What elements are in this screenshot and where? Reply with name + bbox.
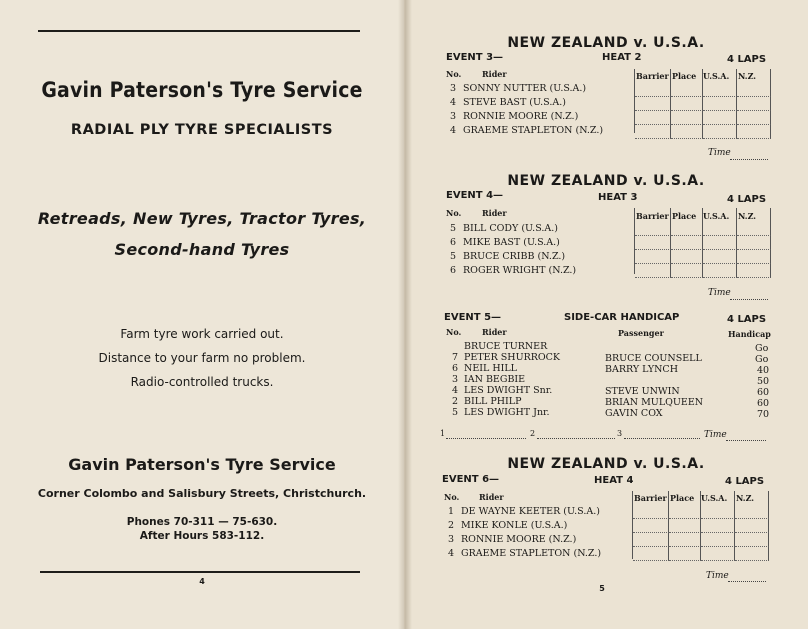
place-3-line	[624, 438, 700, 439]
time-line	[730, 159, 768, 160]
col-no: No.	[446, 208, 462, 218]
column-separator	[768, 491, 769, 505]
rider-name: STEVE BAST (U.S.A.)	[463, 97, 566, 108]
result-cell	[633, 533, 669, 547]
column-separator	[702, 208, 703, 222]
time-line	[728, 581, 766, 582]
col-place: Place	[672, 211, 697, 221]
col-barrier: Barrier	[636, 211, 669, 221]
laps-label: 4 LAPS	[727, 194, 767, 205]
page-number-right: 5	[599, 584, 605, 593]
result-cell	[635, 250, 671, 264]
result-grid	[632, 491, 633, 559]
result-cell	[701, 519, 735, 533]
rider-number: 5	[449, 251, 456, 262]
rider-name: IAN BEGBIE	[464, 374, 526, 385]
rider-name: BRUCE CRIBB (N.Z.)	[463, 251, 566, 262]
handicap-value: Go	[755, 354, 769, 365]
result-cell	[635, 222, 671, 236]
laps-label: 4 LAPS	[725, 476, 765, 487]
column-separator	[700, 491, 701, 505]
rider-name: DE WAYNE KEETER (U.S.A.)	[461, 506, 600, 517]
handicap-value: 60	[757, 398, 770, 409]
result-cell	[633, 519, 669, 533]
passenger-name: STEVE UNWIN	[605, 386, 680, 397]
rider-number: 7	[451, 352, 458, 363]
result-cell	[669, 505, 701, 519]
result-cell	[703, 111, 737, 125]
result-cell	[701, 505, 735, 519]
rider-number: 1	[447, 506, 454, 517]
heat-label: HEAT 2	[602, 52, 642, 63]
col-usa: U.S.A.	[701, 493, 728, 503]
column-separator	[668, 491, 669, 505]
column-separator	[736, 208, 737, 222]
ad-footer-name: Gavin Paterson's Tyre Service	[68, 455, 336, 474]
column-separator	[736, 69, 737, 83]
rider-number: 6	[451, 363, 458, 374]
rider-number: 6	[449, 237, 456, 248]
result-cell	[737, 250, 771, 264]
event-number: EVENT 3—	[446, 52, 504, 63]
ad-info-2: Distance to your farm no problem.	[98, 351, 306, 365]
bottom-rule	[40, 571, 360, 573]
handicap-value: 50	[757, 376, 770, 387]
rider-name: GRAEME STAPLETON (N.Z.)	[461, 548, 602, 559]
rider-number: 2	[451, 396, 458, 407]
place-1-label: 1	[440, 429, 446, 438]
time-label: Time	[708, 288, 731, 298]
rider-name: MIKE BAST (U.S.A.)	[463, 237, 560, 248]
rider-number: 5	[451, 407, 458, 418]
column-separator	[670, 69, 671, 83]
column-separator	[770, 208, 771, 222]
result-cell	[735, 519, 769, 533]
result-cell	[703, 264, 737, 278]
rider-number: 3	[451, 374, 458, 385]
result-cell	[633, 547, 669, 561]
col-passenger: Passenger	[618, 328, 664, 338]
result-cell	[737, 125, 771, 139]
result-cell	[669, 533, 701, 547]
handicap-value: 40	[757, 365, 770, 376]
rider-number: 4	[447, 548, 454, 559]
result-cell	[635, 111, 671, 125]
rider-number: 2	[447, 520, 454, 531]
place-2-label: 2	[530, 429, 536, 438]
page-number-left: 4	[199, 577, 205, 586]
col-rider: Rider	[482, 208, 507, 218]
passenger-name: GAVIN COX	[605, 408, 663, 419]
result-cell	[703, 97, 737, 111]
rider-name: ROGER WRIGHT (N.Z.)	[463, 265, 577, 276]
result-cell	[737, 264, 771, 278]
ad-address: Corner Colombo and Salisbury Streets, Christchurch.	[37, 487, 367, 500]
rider-number: 4	[449, 97, 456, 108]
rider-number: 3	[447, 534, 454, 545]
result-grid	[634, 69, 635, 133]
col-nz: N.Z.	[736, 493, 755, 503]
col-place: Place	[672, 71, 697, 81]
result-cell	[671, 222, 703, 236]
event-number: EVENT 5—	[444, 312, 502, 323]
passenger-name: BARRY LYNCH	[605, 364, 678, 375]
result-grid	[634, 208, 635, 274]
time-label: Time	[704, 430, 727, 440]
result-cell	[737, 236, 771, 250]
result-cell	[671, 111, 703, 125]
handicap-value: 60	[757, 387, 770, 398]
time-label: Time	[706, 571, 729, 581]
place-3-label: 3	[617, 429, 623, 438]
column-separator	[770, 69, 771, 83]
time-line	[726, 440, 766, 441]
event-title: NEW ZEALAND v. U.S.A.	[507, 456, 705, 472]
rider-name: LES DWIGHT Jnr.	[464, 407, 550, 418]
ad-phones: Phones 70-311 — 75-630.	[126, 516, 278, 528]
result-cell	[635, 83, 671, 97]
event-number: EVENT 6—	[442, 474, 500, 485]
col-nz: N.Z.	[738, 211, 757, 221]
event-title: NEW ZEALAND v. U.S.A.	[507, 173, 705, 189]
rider-number: 4	[451, 385, 458, 396]
result-cell	[703, 250, 737, 264]
result-cell	[737, 83, 771, 97]
result-cell	[669, 519, 701, 533]
col-rider: Rider	[482, 327, 507, 337]
event-number: EVENT 4—	[446, 190, 504, 201]
rider-name: MIKE KONLE (U.S.A.)	[461, 520, 568, 531]
result-cell	[635, 97, 671, 111]
rider-name: BRUCE TURNER	[464, 341, 548, 352]
result-cell	[735, 547, 769, 561]
time-label: Time	[708, 148, 731, 158]
rider-number: 6	[449, 265, 456, 276]
col-no: No.	[446, 327, 462, 337]
result-cell	[669, 547, 701, 561]
ad-info-3: Radio-controlled trucks.	[130, 375, 274, 389]
column-separator	[670, 208, 671, 222]
col-rider: Rider	[479, 492, 504, 502]
result-cell	[635, 264, 671, 278]
rider-name: RONNIE MOORE (N.Z.)	[463, 111, 579, 122]
place-2-line	[537, 438, 615, 439]
laps-label: 4 LAPS	[727, 314, 767, 325]
rider-name: RONNIE MOORE (N.Z.)	[461, 534, 577, 545]
result-cell	[703, 236, 737, 250]
rider-name: NEIL HILL	[464, 363, 517, 374]
result-cell	[737, 222, 771, 236]
handicap-value: Go	[755, 343, 769, 354]
result-cell	[701, 547, 735, 561]
column-separator	[702, 69, 703, 83]
col-usa: U.S.A.	[703, 71, 730, 81]
col-no: No.	[446, 69, 462, 79]
rider-name: SONNY NUTTER (U.S.A.)	[463, 83, 587, 94]
ad-info-1: Farm tyre work carried out.	[120, 327, 284, 341]
event-title: NEW ZEALAND v. U.S.A.	[507, 35, 705, 51]
result-cell	[671, 236, 703, 250]
result-cell	[635, 236, 671, 250]
result-cell	[737, 111, 771, 125]
col-handicap: Handicap	[728, 329, 771, 339]
result-cell	[671, 250, 703, 264]
col-nz: N.Z.	[738, 71, 757, 81]
rider-number: 3	[449, 83, 456, 94]
ad-specialists: RADIAL PLY TYRE SPECIALISTS	[70, 122, 334, 138]
result-cell	[671, 125, 703, 139]
passenger-name: BRUCE COUNSELL	[605, 353, 702, 364]
ad-products-line2: Second-hand Tyres	[114, 240, 290, 259]
col-barrier: Barrier	[634, 493, 667, 503]
heat-label: SIDE-CAR HANDICAP	[564, 312, 680, 323]
rider-name: LES DWIGHT Snr.	[464, 385, 553, 396]
result-cell	[633, 505, 669, 519]
col-rider: Rider	[482, 69, 507, 79]
heat-label: HEAT 4	[594, 475, 634, 486]
right-page-race-card	[404, 0, 808, 629]
col-no: No.	[444, 492, 460, 502]
result-cell	[703, 222, 737, 236]
result-cell	[703, 83, 737, 97]
col-place: Place	[670, 493, 695, 503]
rider-number: 3	[449, 111, 456, 122]
ad-title: Gavin Paterson's Tyre Service	[41, 78, 363, 102]
result-cell	[737, 97, 771, 111]
place-1-line	[446, 438, 526, 439]
result-cell	[735, 533, 769, 547]
rider-number: 4	[449, 125, 456, 136]
heat-label: HEAT 3	[598, 192, 638, 203]
col-barrier: Barrier	[636, 71, 669, 81]
laps-label: 4 LAPS	[727, 54, 767, 65]
rider-number: 5	[449, 223, 456, 234]
passenger-name: BRIAN MULQUEEN	[605, 397, 704, 408]
top-rule	[38, 30, 360, 32]
result-cell	[671, 83, 703, 97]
result-cell	[671, 97, 703, 111]
rider-name: BILL PHILP	[464, 396, 522, 407]
rider-name: GRAEME STAPLETON (N.Z.)	[463, 125, 604, 136]
ad-products-line1: Retreads, New Tyres, Tractor Tyres,	[37, 209, 367, 228]
rider-name: PETER SHURROCK	[464, 352, 561, 363]
handicap-value: 70	[757, 409, 770, 420]
column-separator	[734, 491, 735, 505]
book-gutter-shadow	[398, 0, 412, 629]
col-usa: U.S.A.	[703, 211, 730, 221]
result-cell	[635, 125, 671, 139]
result-cell	[703, 125, 737, 139]
ad-after-hours: After Hours 583-112.	[139, 530, 265, 542]
result-cell	[735, 505, 769, 519]
time-line	[730, 299, 768, 300]
result-cell	[701, 533, 735, 547]
result-cell	[671, 264, 703, 278]
rider-name: BILL CODY (U.S.A.)	[463, 223, 558, 234]
